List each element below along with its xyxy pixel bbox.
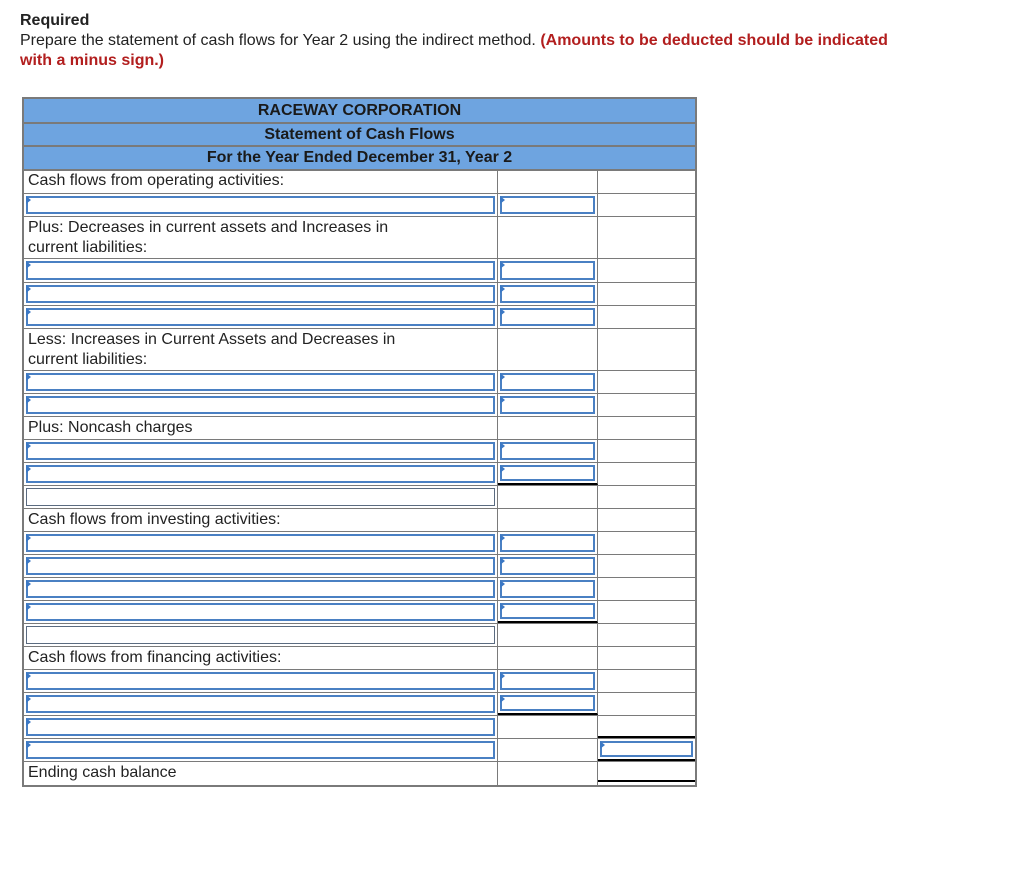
beginning-cash-amount-input[interactable] <box>600 741 693 757</box>
investing-amount-input-4[interactable] <box>500 603 595 619</box>
financing-description-input-2[interactable] <box>26 695 495 713</box>
section-label-row <box>24 329 695 371</box>
investing-label: Cash flows from investing activities: <box>28 511 281 528</box>
investing-amount-input-3[interactable] <box>500 580 595 598</box>
statement-row <box>24 194 695 217</box>
financing-amount-input-2[interactable] <box>500 695 595 711</box>
investing-description-input-1[interactable] <box>26 534 495 552</box>
investing-total-description-input[interactable] <box>26 626 495 644</box>
financing-amount-input-1[interactable] <box>500 672 595 690</box>
statement-row <box>24 624 695 647</box>
plus-decrease-amount-input-3[interactable] <box>500 308 595 326</box>
statement-row <box>24 532 695 555</box>
plus-decrease-description-input-1[interactable] <box>26 261 495 280</box>
minus-sign-note: (Amounts to be deducted should be indicated with a minus sign.) <box>20 32 888 69</box>
financing-total-description-input[interactable] <box>26 718 495 736</box>
statement-row <box>24 259 695 283</box>
operating-total-description-input[interactable] <box>26 488 495 506</box>
less-increase-amount-input-2[interactable] <box>500 396 595 414</box>
instructions-body: Prepare the statement of cash flows for Year 2 using the indirect method. <box>20 32 536 49</box>
statement-row <box>24 739 695 762</box>
statement-row <box>24 601 695 624</box>
section-label-row <box>24 217 695 259</box>
noncash-description-input-2[interactable] <box>26 465 495 483</box>
statement-row <box>24 283 695 306</box>
beginning-cash-description-input[interactable] <box>26 741 495 759</box>
statement-row <box>24 693 695 716</box>
instructions <box>20 11 920 71</box>
section-label-row <box>24 417 695 440</box>
noncash-amount-input-2[interactable] <box>500 465 595 481</box>
statement-row <box>24 306 695 329</box>
financing-description-input-1[interactable] <box>26 672 495 690</box>
investing-amount-input-1[interactable] <box>500 534 595 552</box>
instructions-text <box>20 31 920 71</box>
statement-row <box>24 670 695 693</box>
cash-flow-statement <box>22 97 697 787</box>
less-increase-description-input-1[interactable] <box>26 373 495 391</box>
section-label-row <box>24 171 695 194</box>
plus-decrease-description-input-2[interactable] <box>26 285 495 303</box>
investing-description-input-3[interactable] <box>26 580 495 598</box>
statement-row <box>24 463 695 486</box>
plus-decrease-amount-input-2[interactable] <box>500 285 595 303</box>
statement-period: For the Year Ended December 31, Year 2 <box>206 149 513 166</box>
statement-title: Statement of Cash Flows <box>24 124 695 147</box>
investing-description-input-4[interactable] <box>26 603 495 621</box>
less-increases-label: Less: Increases in Current Assets and Decreases in current liabilities: <box>28 331 396 368</box>
statement-row <box>24 440 695 463</box>
less-increase-amount-input-1[interactable] <box>500 373 595 391</box>
noncash-amount-input-1[interactable] <box>500 442 595 460</box>
statement-row <box>24 716 695 739</box>
noncash-description-input-1[interactable] <box>26 442 495 460</box>
section-label-row <box>24 509 695 532</box>
less-increase-description-input-2[interactable] <box>26 396 495 414</box>
statement-row <box>24 555 695 578</box>
noncash-label: Plus: Noncash charges <box>28 419 193 436</box>
investing-description-input-2[interactable] <box>26 557 495 575</box>
operating-label: Cash flows from operating activities: <box>28 172 285 189</box>
statement-row <box>24 371 695 394</box>
ending-cash-total-cell <box>598 762 695 785</box>
ending-cash-label: Ending cash balance <box>28 764 177 781</box>
investing-amount-input-2[interactable] <box>500 557 595 575</box>
statement-row <box>24 486 695 509</box>
operating-amount-input[interactable] <box>500 196 595 214</box>
plus-decrease-description-input-3[interactable] <box>26 308 495 326</box>
statement-row <box>24 394 695 417</box>
section-label-row <box>24 647 695 670</box>
section-label-row <box>24 762 695 785</box>
plus-decrease-amount-input-1[interactable] <box>500 261 595 280</box>
statement-row <box>24 578 695 601</box>
financing-label: Cash flows from financing activities: <box>28 649 282 666</box>
statement-header <box>24 99 695 171</box>
required-heading: Required <box>20 12 90 29</box>
plus-decreases-label: Plus: Decreases in current assets and Increases in current liabilities: <box>28 219 389 256</box>
company-name: RACEWAY CORPORATION <box>24 99 695 124</box>
operating-description-input[interactable] <box>26 196 495 214</box>
